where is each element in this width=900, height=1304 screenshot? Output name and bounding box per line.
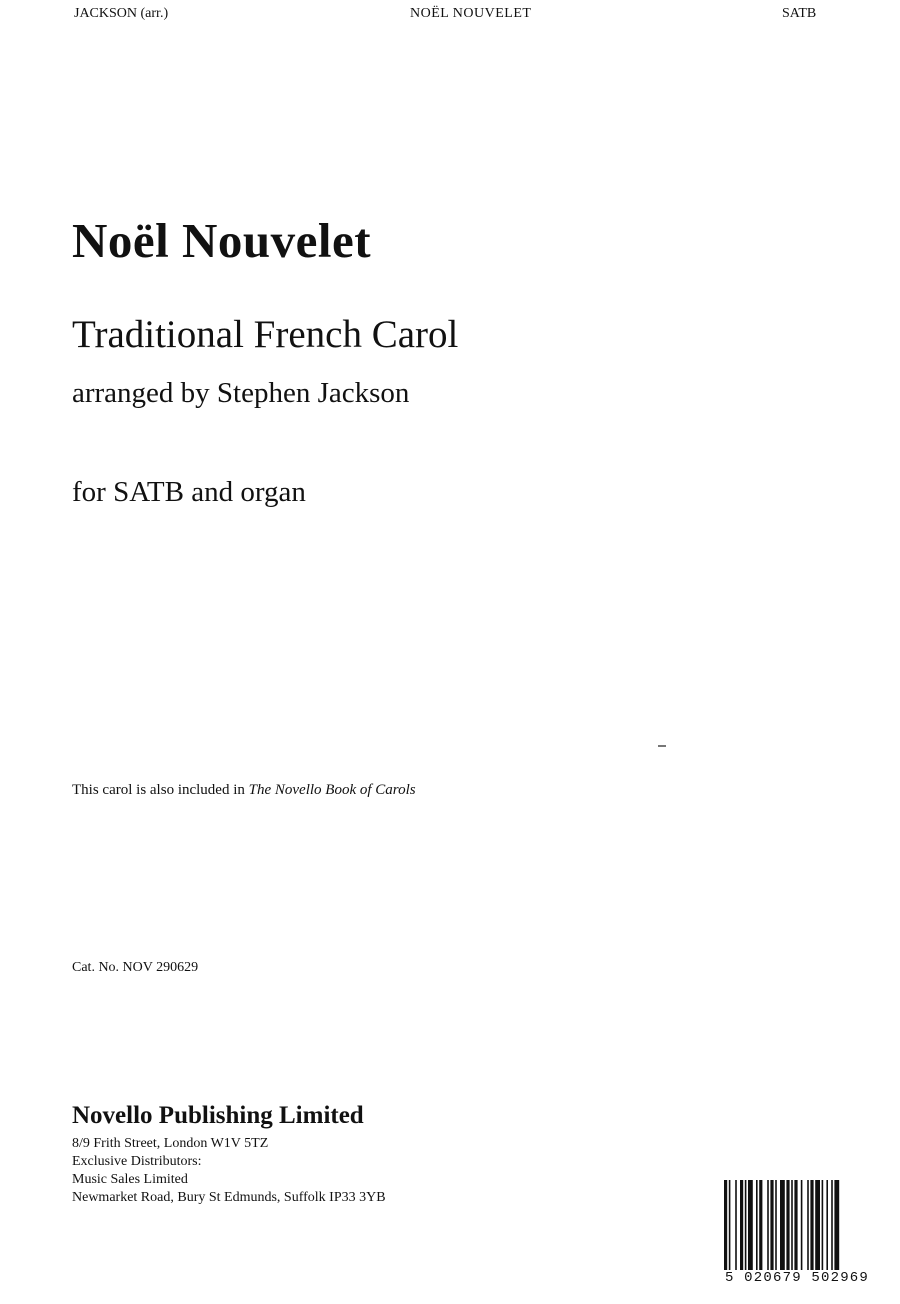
- distributor-name: Music Sales Limited: [72, 1172, 188, 1187]
- header-title: NOËL NOUVELET: [410, 6, 532, 21]
- page-title: Noël Nouvelet: [72, 213, 372, 268]
- subtitle: Traditional French Carol: [72, 313, 459, 356]
- catalogue-number: Cat. No. NOV 290629: [72, 960, 199, 975]
- arranger-credit: arranged by Stephen Jackson: [72, 377, 410, 409]
- book-title: The Novello Book of Carols: [248, 782, 416, 798]
- publisher-name: Novello Publishing Limited: [72, 1102, 364, 1129]
- scoring: for SATB and organ: [72, 476, 306, 508]
- header-voicing: SATB: [782, 6, 817, 21]
- print-speck: [658, 745, 666, 747]
- distributor-label: Exclusive Distributors:: [72, 1154, 202, 1169]
- distributor-address: Newmarket Road, Bury St Edmunds, Suffolk IP33 3YB: [72, 1190, 386, 1205]
- collection-note: [72, 782, 416, 799]
- collection-note-prefix: This carol is also included in: [72, 782, 249, 798]
- publisher-address: 8/9 Frith Street, London W1V 5TZ: [72, 1136, 269, 1151]
- header-composer: JACKSON (arr.): [74, 6, 169, 21]
- barcode-digits: 5 020679 502969: [712, 1270, 882, 1286]
